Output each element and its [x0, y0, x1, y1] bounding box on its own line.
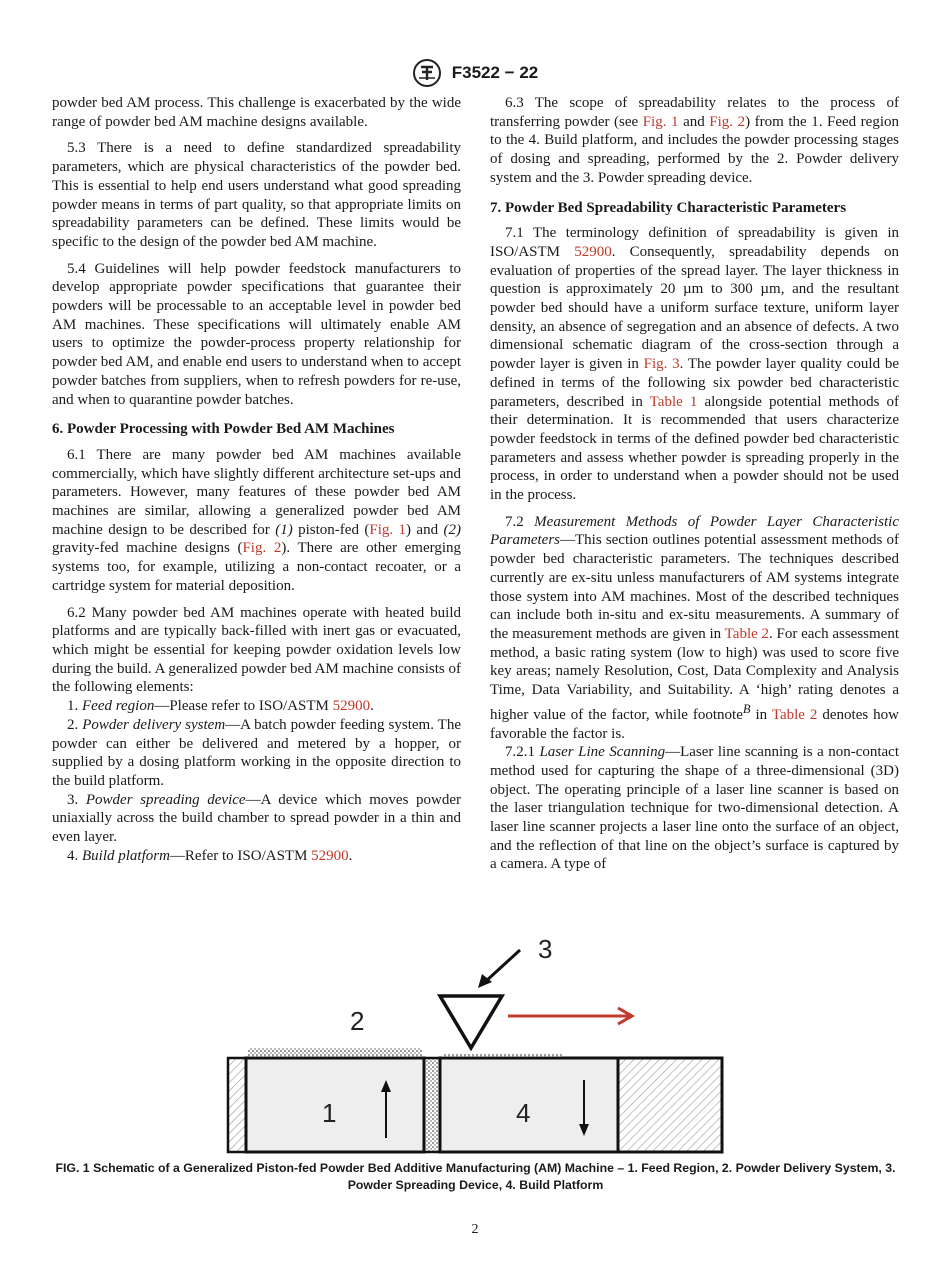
figure-caption: FIG. 1 Schematic of a Generalized Piston-fed Powder Bed Additive Manufacturing (AM) Machine – 1. Feed Region, 2. Powder Delivery System, 3. Powder Spreading Device, 4. Build Platform — [55, 1161, 896, 1192]
right-wall — [618, 1058, 722, 1152]
page-header — [0, 58, 950, 88]
section-6-heading: 6. Powder Processing with Powder Bed AM Machines — [52, 421, 395, 438]
left-column — [52, 94, 461, 865]
page-number: 2 — [471, 1222, 479, 1237]
list-item: 3. Powder spreading device—A device which moves powder uniaxially across the build chamber to spread powder in a thin and even layer. — [52, 791, 462, 846]
label-1: 1 — [322, 1098, 337, 1128]
paragraph-7-2-1: 7.2.1 Laser Line Scanning—Laser line scanning is a non-contact method used for capturing the shape of a three-dimensional (3D) object. The operating principle of a laser line scanner is based on the laser triangulation technique for two-dimensional detection. A laser line scanner projects a laser line onto the surface of an object, and the reflection of that line on the object’s surface is captured by a camera. A type of — [490, 744, 900, 873]
figure-1-schematic — [220, 930, 730, 1160]
paragraph-6-2: 6.2 Many powder bed AM machines operate with heated build platforms and are typically back-filled with inert gas or evacuated, which might be essential for keeping powder oxidation levels low during the build. A generalized powder bed AM machine consists of the following elements: — [52, 604, 461, 696]
paragraph-5-4: 5.4 Guidelines will help powder feedstock manufacturers to develop appropriate powder specifications that guarantee their powders will be processable to an acceptable level in powder bed AM machines. These specifications will ultimately enable AM users to optimize the powder-process property relationship for powder bed AM, and enable end users to understand when to accept powder batches from suppliers, when to refresh powders for re-use, and when to quarantine powder batches. — [52, 260, 461, 408]
powder-layer — [442, 1054, 562, 1057]
fig-1-link[interactable]: Fig. 1 — [369, 521, 407, 538]
section-7-heading: 7. Powder Bed Spreadability Characteristic Parameters — [490, 199, 847, 216]
right-column — [490, 94, 899, 882]
list-item: 1. Feed region—Please refer to ISO/ASTM 52900. — [67, 698, 374, 715]
iso-52900-link[interactable]: 52900 — [332, 698, 371, 715]
standard-designation: F3522 − 22 — [451, 63, 539, 82]
fig-2-link[interactable]: Fig. 2 — [242, 540, 282, 557]
table-2-link[interactable]: Table 2 — [724, 625, 770, 642]
paragraph: powder bed AM process. This challenge is exacerbated by the wide range of powder bed AM machine designs available. — [52, 95, 461, 130]
fig-1-link[interactable]: Fig. 1 — [642, 113, 679, 130]
iso-52900-link[interactable]: 52900 — [311, 847, 349, 864]
list-item: 2. Powder delivery system—A batch powder feeding system. The powder can either be delivered and metered by a hopper, or supplied by a dosing platform working in the opposite direction to the build platform. — [52, 716, 461, 789]
iso-52900-link[interactable]: 52900 — [574, 243, 612, 260]
paragraph-6-3: 6.3 The scope of spreadability relates to the process of transferring powder (see Fig. 1 and Fig. 2) from the 1. Feed region to the 4. Build platform, and includes the powder processing stages of dosing and spreading, performed by the 2. Powder delivery system and the 3. Powder spreading device. — [490, 95, 899, 186]
paragraph-7-1: 7.1 The terminology definition of spreadability is given in ISO/ASTM 52900. Consequently, spreadability depends on evaluation of properties of the spread layer. The layer thickness in question is approximately 20 µm to 300 µm, and the resultant powder bed should have a uniform surface texture, uniform layer density, an absence of segregation and an absence of defects. A two dimensional schematic diagram of the cross-section through a powder layer is given in Fig. 3. The powder layer quality could be defined in terms of the following six powder bed characteristic parameters, described in Table 1 alongside potential methods of their determination. It is recommended that users characterize powder feedstock in terms of the defined powder bed characteristic parameters and assess whether powder is spreading properly in the process, in order to understand when a powder should not be used in the process. — [490, 225, 899, 504]
paragraph-7-2: 7.2 Measurement Methods of Powder Layer Characteristic Parameters—This section outlines potential assessment methods of powder bed characteristic parameters. The techniques described currently are ex-situ unless manufacturers of AM systems integrate those system into AM machines. Most of the described techniques can include both in-situ and ex-situ measurements. A summary of the measurement methods are given in Table 2. For each assessment method, a basic rating system (low to high) was used to score five key areas; namely Resolution, Cost, Data Complexity and Analysis Time, Data Variability, and Suitability. A ‘high’ rating denotes a higher value of the factor, while footnote$^B$ in Table 2 denotes how favorable the factor is. — [490, 513, 900, 742]
table-1-link[interactable]: Table 1 — [649, 393, 698, 410]
label-4: 4 — [516, 1098, 531, 1128]
astm-logo-icon — [412, 58, 442, 88]
fig-2-link[interactable]: Fig. 2 — [709, 113, 746, 130]
paragraph-5-3: 5.3 There is a need to define standardized spreadability parameters, which are physical characteristics of the powder bed. This is essential to help end users understand what good spreading powder means in terms of part quality, so that appropriate limits on spreadability parameters can be defined. These limits would be specific to the design of the powder bed AM machine. — [52, 140, 461, 250]
left-wall — [228, 1058, 246, 1152]
pointer-arrow — [485, 950, 520, 982]
label-3: 3 — [538, 934, 553, 964]
label-2: 2 — [350, 1006, 365, 1036]
table-2-link[interactable]: Table 2 — [771, 706, 818, 723]
spreading-device — [440, 996, 502, 1048]
powder-layer — [248, 1048, 422, 1057]
fig-3-link[interactable]: Fig. 3 — [643, 356, 680, 373]
paragraph-6-1: 6.1 There are many powder bed AM machines available commercially, which have slightly different architecture set-ups and parameters. However, many features of these powder bed AM machines are similar, allowing a generalized powder bed AM machine design to be described for (1) piston-fed (Fig. 1) and (2) gravity-fed machine designs (Fig. 2). There are other emerging systems too, for example, utilizing a non-contact recoater, or a cartridge system for material deposition. — [52, 446, 461, 594]
list-item: 4. Build platform—Refer to ISO/ASTM 52900. — [67, 847, 353, 864]
powder-delivery-column — [424, 1058, 440, 1152]
